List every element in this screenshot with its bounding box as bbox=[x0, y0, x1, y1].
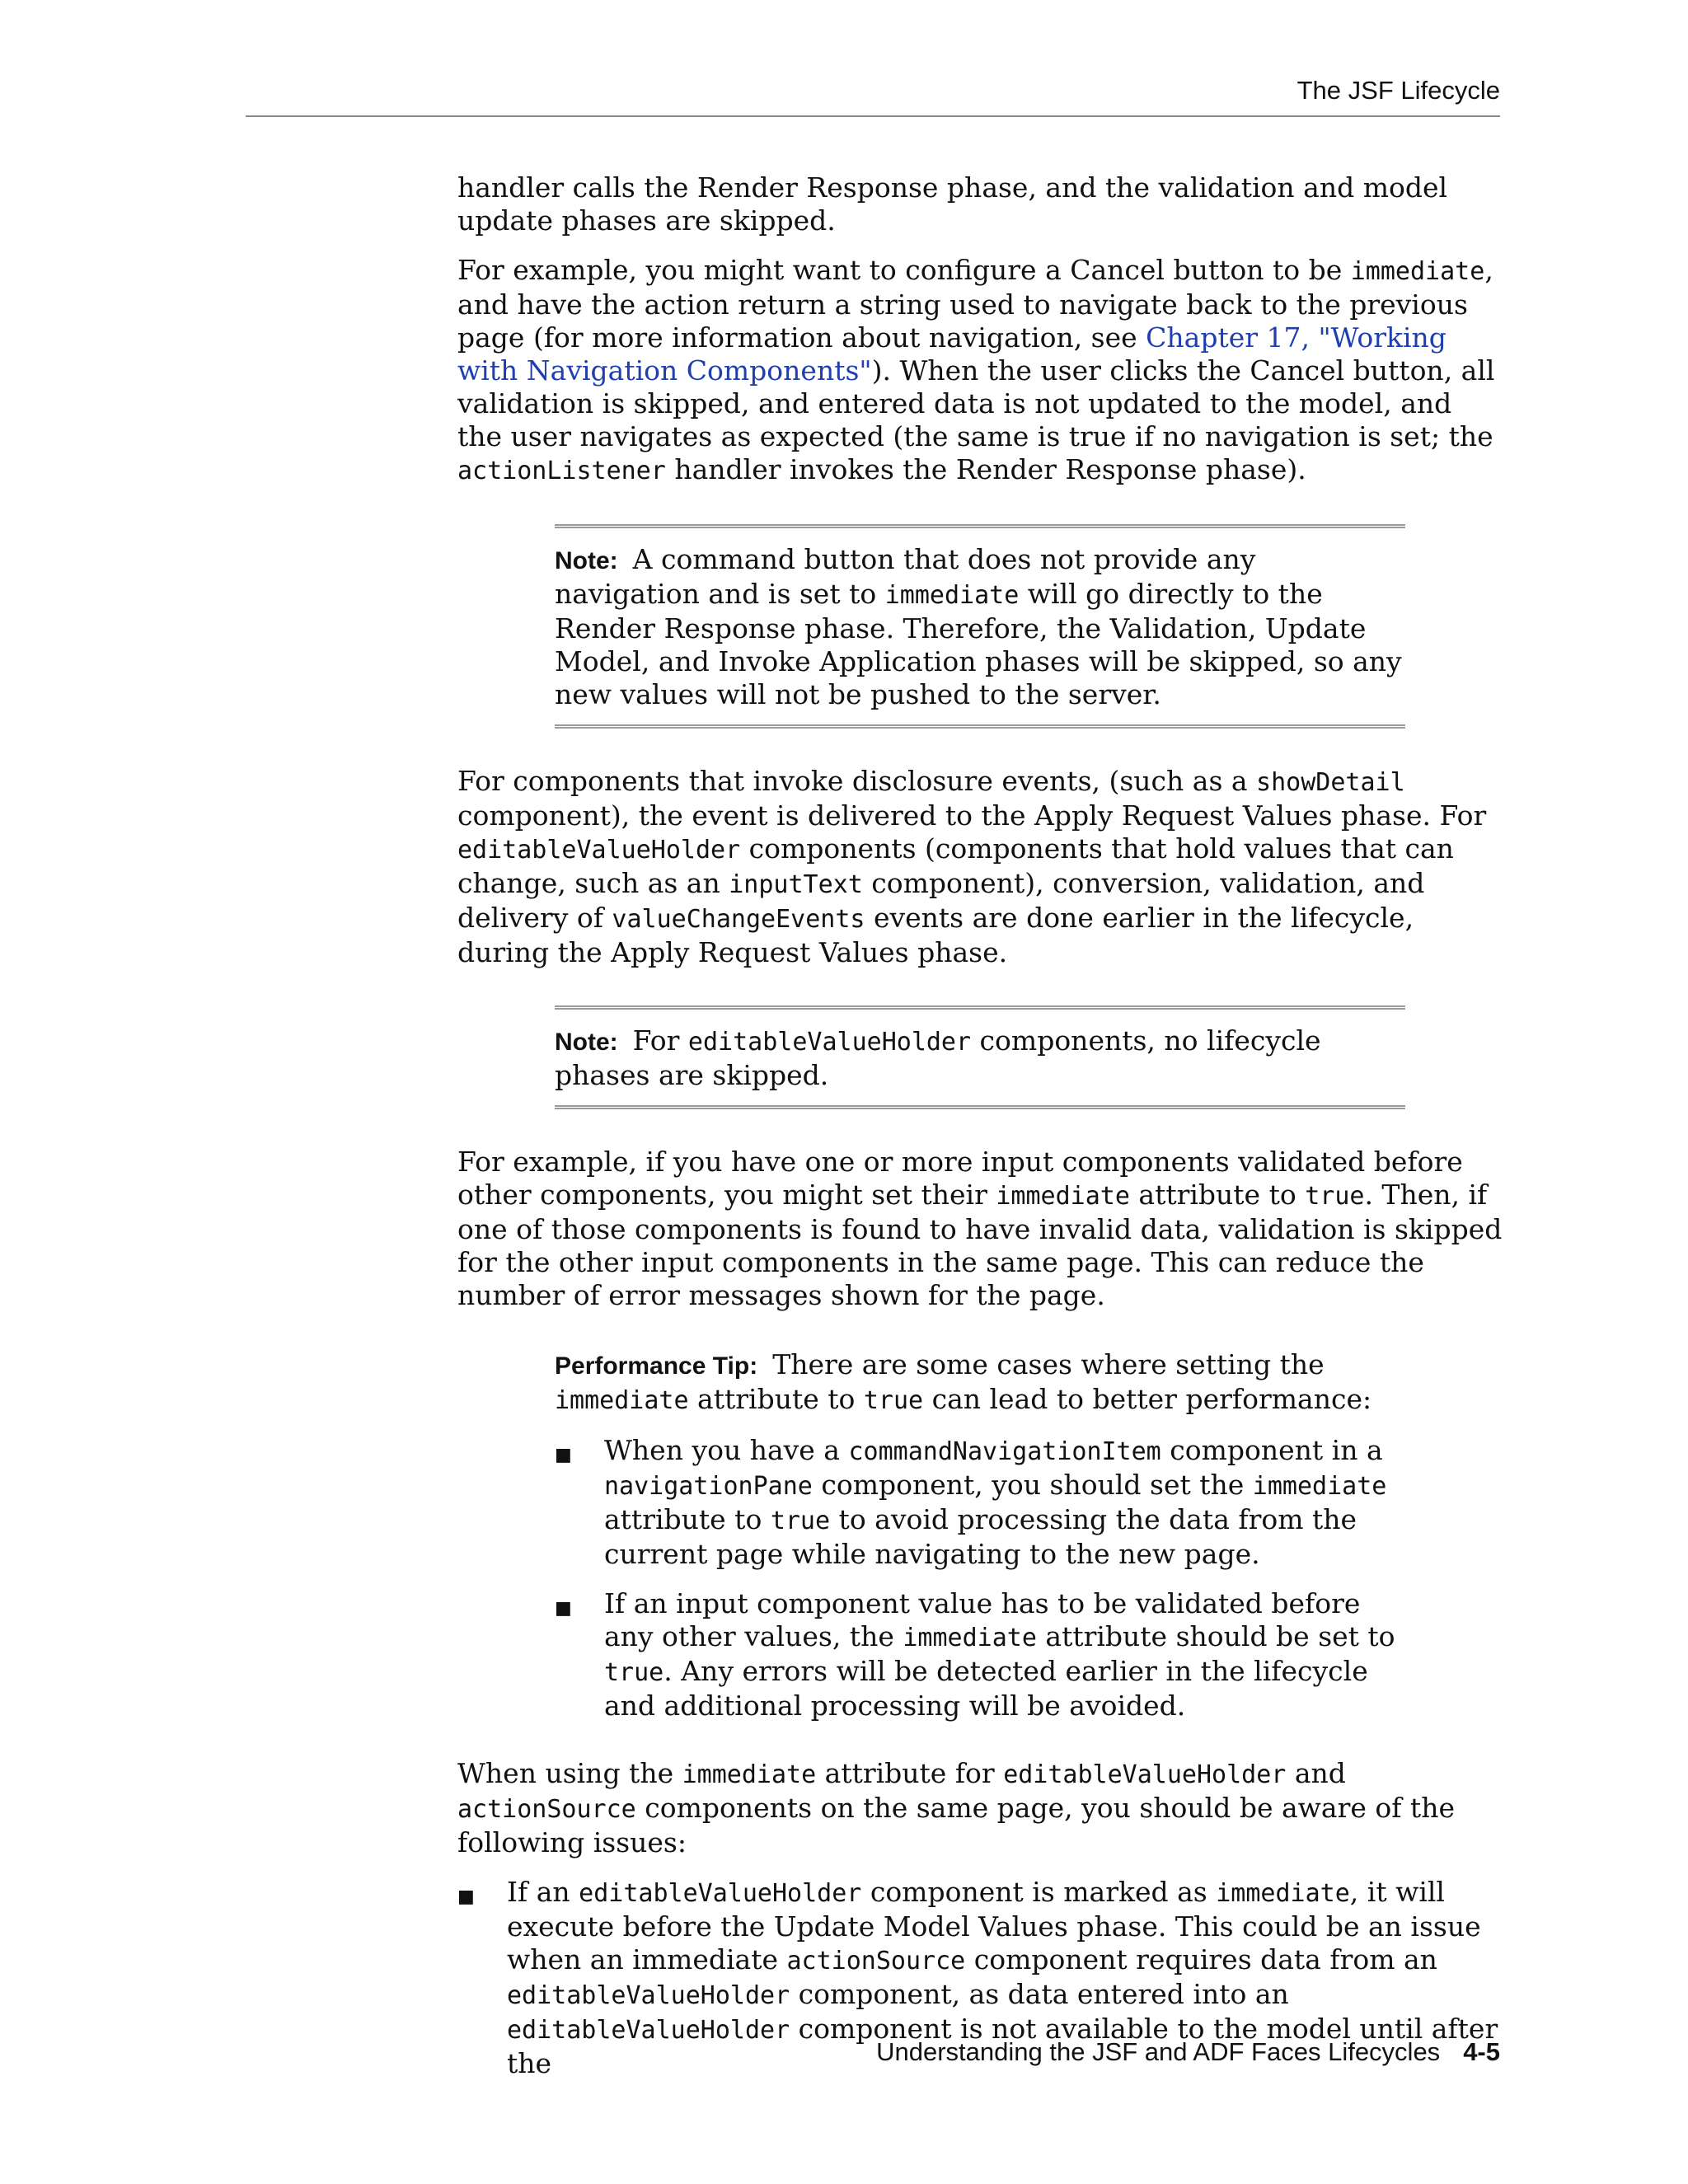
tip-list bbox=[555, 1434, 1405, 1722]
note-label: Note: bbox=[555, 1029, 618, 1056]
page-number: 4-5 bbox=[1463, 2037, 1500, 2066]
code-immediate: immediate bbox=[1252, 1472, 1387, 1501]
text: component is marked as bbox=[861, 1876, 1217, 1908]
text: When using the bbox=[457, 1757, 682, 1789]
paragraph-1: handler calls the Render Response phase, and the validation and model update phases are skipped. bbox=[457, 171, 1448, 237]
code-editablevalueholder: editableValueHolder bbox=[507, 1981, 790, 2010]
code-immediate: immediate bbox=[555, 1386, 689, 1415]
note-2-text bbox=[555, 1024, 1405, 1092]
code-editablevalueholder: editableValueHolder bbox=[687, 1028, 972, 1057]
code-true: true bbox=[604, 1658, 664, 1687]
code-immediate: immediate bbox=[1216, 1879, 1350, 1908]
paragraph-2 bbox=[457, 254, 1504, 488]
text: component), the event is delivered to the Apply Request Values phase. For bbox=[457, 799, 1487, 832]
text: and bbox=[1286, 1757, 1346, 1789]
text: component, you should set the bbox=[812, 1469, 1253, 1501]
code-actionsource: actionSource bbox=[457, 1795, 636, 1824]
code-navigationpane: navigationPane bbox=[604, 1472, 813, 1501]
text: component), conversion, validation, and delivery of bbox=[457, 867, 1425, 934]
note-box-1 bbox=[555, 524, 1405, 729]
text: There are some cases where setting the bbox=[772, 1348, 1325, 1380]
code-immediate: immediate bbox=[903, 1624, 1037, 1652]
code-editablevalueholder: editableValueHolder bbox=[457, 836, 741, 865]
text: attribute to bbox=[688, 1383, 864, 1415]
square-bullet-icon: ■ bbox=[555, 1445, 572, 1465]
text: For bbox=[632, 1024, 688, 1057]
text: component requires data from an bbox=[965, 1943, 1437, 1975]
code-editablevalueholder: editableValueHolder bbox=[1003, 1760, 1287, 1789]
text: , and have the action return a string used to navigate back to the previous page (for more information about navigation, see bbox=[457, 254, 1493, 354]
text: events are done earlier in the lifecycle, during the Apply Request Values phase. bbox=[457, 902, 1414, 968]
note-1-text bbox=[555, 543, 1405, 711]
text: will go directly to the Render Response phase. Therefore, the Validation, Update Model, and Invoke Application phases will be skipped, so any new values will not be pushed to the server. bbox=[555, 578, 1402, 710]
text: handler invokes the Render Response phase). bbox=[665, 453, 1306, 485]
text: , it will execute before the Update Model Values phase. This could be an issue when an immediate bbox=[507, 1876, 1481, 1975]
text: ). When the user clicks the Cancel button, all validation is skipped, and entered data is not updated to the model, and the user navigates as expected (the same is true if no navigation is set; the bbox=[457, 354, 1495, 452]
note-label: Note: bbox=[555, 547, 618, 574]
tip-label: Performance Tip: bbox=[555, 1352, 758, 1380]
code-actionsource: actionSource bbox=[786, 1947, 966, 1975]
note-box-2 bbox=[555, 1005, 1405, 1109]
code-commandnavigationitem: commandNavigationItem bbox=[848, 1437, 1161, 1466]
running-header: The JSF Lifecycle bbox=[1296, 76, 1500, 105]
text: attribute to bbox=[1129, 1179, 1306, 1211]
chapter-17-link[interactable]: Chapter 17, "Working with Navigation Components" bbox=[457, 321, 1447, 387]
code-valuechangeevents: valueChangeEvents bbox=[612, 905, 865, 934]
text: components, no lifecycle phases are skipped. bbox=[555, 1024, 1321, 1091]
text: component in a bbox=[1160, 1434, 1383, 1466]
text: components (components that hold values that can change, such as an bbox=[457, 832, 1454, 899]
text: A command button that does not provide any navigation and is set to bbox=[555, 543, 1256, 610]
code-true: true bbox=[770, 1507, 831, 1535]
paragraph-5 bbox=[457, 1757, 1504, 1859]
code-editablevalueholder: editableValueHolder bbox=[579, 1879, 862, 1908]
code-immediate: immediate bbox=[682, 1760, 817, 1789]
list-item bbox=[555, 1587, 1405, 1722]
code-true: true bbox=[863, 1386, 924, 1415]
tip-intro bbox=[555, 1348, 1405, 1418]
footer-title: Understanding the JSF and ADF Faces Lifecycles bbox=[876, 2037, 1441, 2066]
text: If an bbox=[507, 1876, 579, 1908]
page-content bbox=[457, 171, 1504, 2097]
text: can lead to better performance: bbox=[923, 1383, 1372, 1415]
text: . Then, if one of those components is found to have invalid data, validation is skipped for the other input components in the same page. This can reduce the number of error messages shown for the page. bbox=[457, 1179, 1503, 1311]
square-bullet-icon: ■ bbox=[555, 1598, 572, 1619]
text: component is not available to the model until after the bbox=[507, 2013, 1498, 2079]
code-true: true bbox=[1305, 1182, 1365, 1211]
code-immediate: immediate bbox=[884, 581, 1020, 610]
paragraph-4 bbox=[457, 1146, 1504, 1312]
text: When you have a bbox=[604, 1434, 849, 1466]
text: components on the same page, you should be aware of the following issues: bbox=[457, 1792, 1455, 1858]
text: For components that invoke disclosure events, (such as a bbox=[457, 765, 1257, 797]
code-inputtext: inputText bbox=[729, 870, 863, 899]
text: attribute to bbox=[604, 1503, 771, 1535]
running-footer bbox=[876, 2037, 1500, 2067]
square-bullet-icon: ■ bbox=[457, 1886, 475, 1907]
text: For example, you might want to configure a Cancel button to be bbox=[457, 254, 1351, 286]
text: component, as data entered into an bbox=[790, 1978, 1289, 2010]
text: For example, if you have one or more input components validated before other components, you might set their bbox=[457, 1146, 1463, 1211]
text: to avoid processing the data from the current page while navigating to the new page. bbox=[604, 1503, 1357, 1570]
code-immediate: immediate bbox=[996, 1182, 1130, 1211]
text: . Any errors will be detected earlier in the lifecycle and additional processing will be avoided. bbox=[604, 1655, 1368, 1722]
header-rule bbox=[246, 115, 1500, 117]
paragraph-3 bbox=[457, 765, 1504, 969]
list-item bbox=[555, 1434, 1405, 1571]
text: If an input component value has to be validated before any other values, the bbox=[604, 1587, 1361, 1652]
code-immediate: immediate bbox=[1350, 257, 1485, 286]
text: attribute for bbox=[816, 1757, 1004, 1789]
performance-tip bbox=[555, 1348, 1405, 1722]
code-actionlistener: actionListener bbox=[457, 457, 666, 485]
code-editablevalueholder: editableValueHolder bbox=[507, 2016, 790, 2045]
text: attribute should be set to bbox=[1036, 1620, 1395, 1652]
code-showdetail: showDetail bbox=[1256, 768, 1405, 797]
